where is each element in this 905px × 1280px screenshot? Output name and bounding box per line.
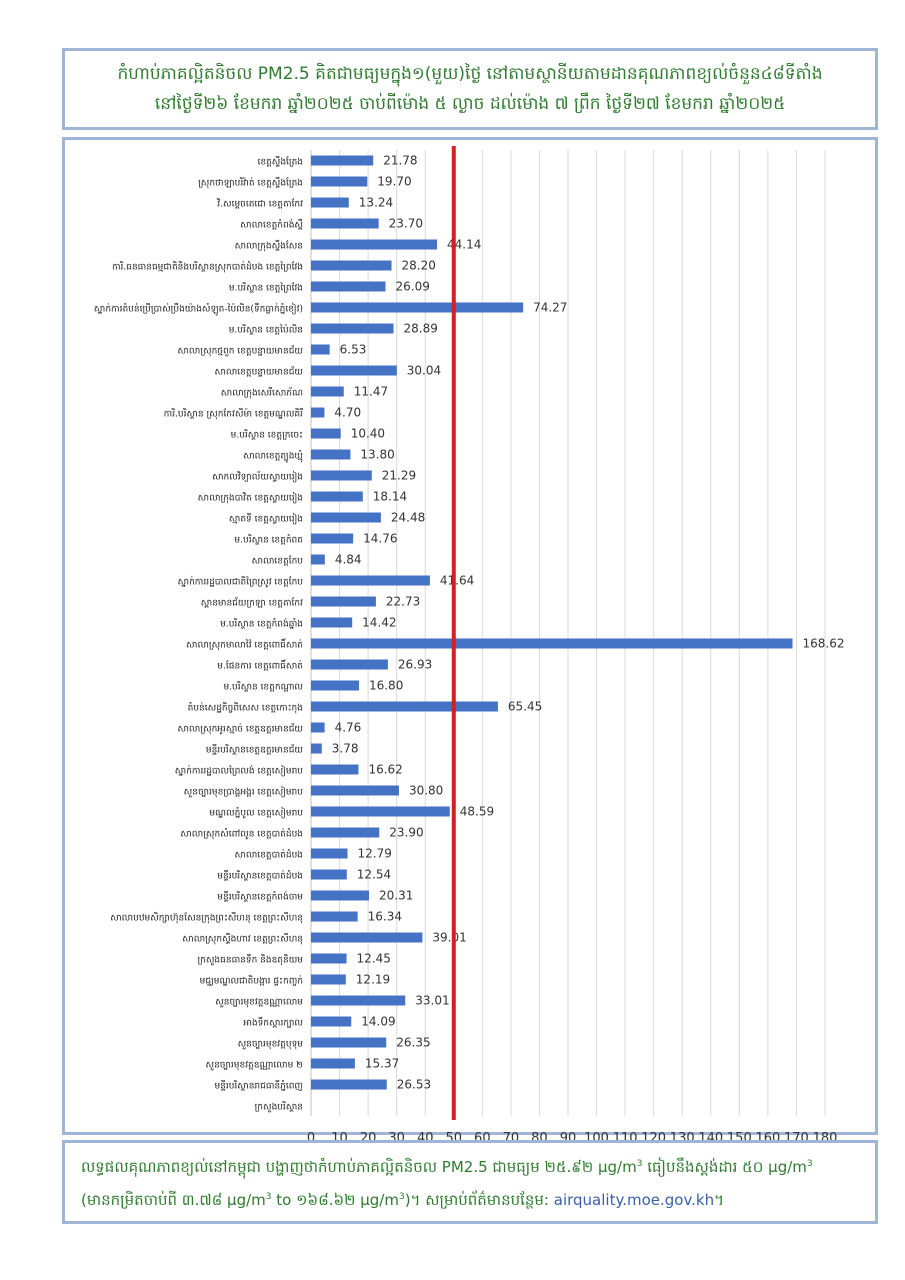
data-label: 28.20 bbox=[401, 258, 436, 273]
bar bbox=[311, 744, 322, 754]
bar bbox=[311, 828, 379, 838]
data-label: 28.89 bbox=[403, 321, 438, 336]
category-label: ម.ផែនការ ខេត្តពោធិ៍សាត់ bbox=[217, 661, 303, 672]
category-label: ស្ពានមានជ័យក្រឡា ខេត្តតាកែវ bbox=[200, 598, 303, 609]
bar bbox=[311, 1080, 387, 1090]
bar bbox=[311, 261, 392, 271]
category-label: ម.បរិស្ថាន ខេត្តក្រចេះ bbox=[230, 430, 303, 441]
category-label: សាលាខេត្តបាត់ដំបង bbox=[234, 850, 303, 861]
category-label: ម.បរិស្ថាន ខេត្តកំពង់ឆ្នាំង bbox=[220, 619, 303, 630]
data-label: 16.34 bbox=[367, 909, 403, 924]
category-label: សួនច្បារមុខវត្តឧណ្ណាលោម ២ bbox=[205, 1060, 303, 1071]
bar-chart bbox=[65, 140, 875, 1146]
bar bbox=[311, 681, 359, 691]
data-label: 14.42 bbox=[362, 615, 397, 630]
header-line-1: កំហាប់ភាគល្អិតនិចល PM2.5 គិតជាមធ្យមក្នុង១(មួយ)ថ្ងៃ នៅតាមស្ថានីយតាមដានគុណភាពខ្យល់ចំនួន៤៨ទីតាំង bbox=[117, 64, 823, 84]
data-label: 12.79 bbox=[357, 846, 392, 861]
category-label: មន្ទីរបរិស្ថានខេត្តឧត្តរមានជ័យ bbox=[205, 745, 303, 756]
header-box bbox=[62, 48, 878, 130]
footer-text-2a: (មានកម្រិតចាប់ពី ៣.៧៨ μg/m bbox=[81, 1191, 266, 1209]
bar bbox=[311, 660, 388, 670]
x-tick-label: 110 bbox=[612, 1131, 638, 1146]
footer-box bbox=[62, 1140, 878, 1224]
category-label: ក្រសួងធនធានទឹក និងឧតុនិយម bbox=[197, 955, 303, 966]
bar bbox=[311, 618, 352, 628]
x-tick-label: 20 bbox=[359, 1131, 377, 1146]
bar bbox=[311, 954, 347, 964]
bar bbox=[311, 303, 523, 313]
data-label: 14.76 bbox=[363, 531, 398, 546]
data-label: 13.80 bbox=[360, 447, 395, 462]
bar bbox=[311, 723, 325, 733]
x-tick-label: 80 bbox=[531, 1131, 548, 1146]
bar bbox=[311, 870, 347, 880]
data-label: 22.73 bbox=[385, 594, 421, 609]
bar bbox=[311, 1038, 386, 1048]
website-link[interactable]: airquality.moe.gov.kh bbox=[553, 1191, 715, 1209]
category-label: សាលាស្រុកសំពៅលូន ខេត្តបាត់ដំបង bbox=[180, 829, 303, 840]
x-tick-label: 50 bbox=[445, 1131, 463, 1146]
category-label: សាលាបឋមសិក្សាហ៊ុនសែនក្រុងព្រះសីហនុ ខេត្តព្រះសីហនុ bbox=[110, 913, 303, 924]
bar bbox=[311, 387, 344, 397]
category-label: តំបន់សេដ្ឋកិច្ចពិសេស ខេត្តកោះកុង bbox=[187, 703, 303, 714]
category-label: មន្ទីរបរិស្ថានខេត្តបាត់ដំបង bbox=[217, 871, 303, 882]
data-label: 74.27 bbox=[533, 300, 568, 315]
bar bbox=[311, 429, 341, 439]
data-label: 21.29 bbox=[381, 468, 417, 483]
data-label: 4.76 bbox=[334, 720, 362, 735]
category-label: សួនច្បារមុខប្រាង្គអង្គរ ខេត្តសៀមរាប bbox=[183, 787, 303, 798]
footer-sup-1b: 3 bbox=[806, 1159, 813, 1169]
data-label: 14.09 bbox=[361, 1014, 396, 1029]
x-tick-label: 100 bbox=[584, 1131, 609, 1146]
x-tick-label: 0 bbox=[306, 1131, 316, 1146]
data-label: 26.35 bbox=[396, 1035, 431, 1050]
footer-sup-2a: 3 bbox=[265, 1192, 272, 1202]
data-label: 11.47 bbox=[353, 384, 389, 399]
data-label: 16.80 bbox=[368, 678, 404, 693]
bar bbox=[311, 471, 372, 481]
data-label: 13.24 bbox=[358, 195, 394, 210]
data-label: 168.62 bbox=[802, 636, 845, 651]
bar bbox=[311, 807, 450, 817]
category-label: សាលាខេត្តកែប bbox=[251, 556, 303, 567]
category-label: ស្នាក់ការរដ្ឋបាលព្រៃលង់ ខេត្តសៀមរាប bbox=[174, 766, 303, 777]
x-tick-label: 180 bbox=[812, 1131, 838, 1146]
x-tick-label: 120 bbox=[641, 1131, 667, 1146]
data-label: 6.53 bbox=[339, 342, 367, 357]
bar bbox=[311, 786, 399, 796]
category-label: សួនច្បារមុខវត្តឧណ្ណាលោម bbox=[215, 997, 303, 1008]
category-label: មន្ទីរបរិស្ថានខេត្តកំពង់ចាម bbox=[217, 892, 303, 903]
data-label: 23.90 bbox=[389, 825, 424, 840]
category-label: សាលាខេត្តកំពង់ស្ពឺ bbox=[240, 220, 303, 231]
bar bbox=[311, 555, 325, 565]
category-label: មណ្ឌលភ្នំបូល ខេត្តសៀមរាប bbox=[209, 808, 303, 819]
footer-text-2b: to ១៦៨.៦២ μg/m bbox=[271, 1191, 399, 1209]
category-label: សាកលវិទ្យាល័យស្វាយរៀង bbox=[212, 472, 303, 483]
bar bbox=[311, 912, 358, 922]
category-label: ស្រុកថាឡាបរិវ៉ាត់ ខេត្តស្ទឹងត្រែង bbox=[198, 178, 303, 189]
bar bbox=[311, 702, 498, 712]
category-label: ម.បរិស្ថាន ខេត្តកំពត bbox=[234, 535, 303, 546]
data-label: 26.09 bbox=[395, 279, 430, 294]
x-tick-label: 130 bbox=[669, 1131, 695, 1146]
x-tick-label: 40 bbox=[416, 1131, 434, 1146]
category-label: ស្មាតទី ខេត្តស្វាយរៀង bbox=[228, 514, 303, 525]
data-label: 44.14 bbox=[447, 237, 482, 252]
category-label: សាលាស្រុកអូរស្មាច់ ខេត្តឧត្តរមានជ័យ bbox=[177, 724, 303, 735]
footer-line-2 bbox=[81, 1182, 875, 1215]
bar bbox=[311, 1059, 355, 1069]
data-label: 12.19 bbox=[355, 972, 391, 987]
footer-sup-2b: 3 bbox=[398, 1192, 405, 1202]
category-label: ម.បរិស្ថាន ខេត្តកណ្តាល bbox=[223, 682, 303, 693]
category-label: សាលាក្រុងស្ទឹងសែន bbox=[234, 241, 303, 252]
data-label: 4.70 bbox=[334, 405, 362, 420]
x-tick-label: 90 bbox=[559, 1131, 577, 1146]
bar bbox=[311, 345, 330, 355]
footer-text-2d: ។ bbox=[714, 1191, 725, 1209]
data-label: 21.78 bbox=[383, 153, 418, 168]
bar bbox=[311, 282, 386, 292]
x-tick-label: 60 bbox=[474, 1131, 491, 1146]
x-tick-label: 150 bbox=[726, 1131, 752, 1146]
bar bbox=[311, 177, 367, 187]
category-label: ខេត្តស្ទឹងត្រែង bbox=[257, 157, 303, 168]
bar bbox=[311, 849, 348, 859]
header-line-2: នៅថ្ងៃទី២៦ ខែមករា ឆ្នាំ២០២៥ ចាប់ពីម៉ោង ៥ ល្ងាច ដល់ម៉ោង ៧ ព្រឹក ថ្ងៃទី២៧ ខែមករា ឆ្នាំ២០២៥ bbox=[154, 94, 786, 114]
footer-text-1b: ធៀបនឹងស្តង់ដារ ៥០ μg/m bbox=[642, 1158, 807, 1176]
data-label: 26.93 bbox=[397, 657, 433, 672]
bar bbox=[311, 933, 422, 943]
bar bbox=[311, 198, 349, 208]
category-label: អាងទឹកស្តារក្បាល bbox=[243, 1018, 303, 1029]
data-label: 20.31 bbox=[378, 888, 414, 903]
data-label: 33.01 bbox=[415, 993, 450, 1008]
category-label: សួនច្បារមុខវត្តបុទុម bbox=[237, 1039, 303, 1050]
bar bbox=[311, 513, 381, 523]
category-label: ម.បរិស្ថាន ខេត្តព្រៃវែង bbox=[228, 283, 303, 294]
category-label: មន្ទីរបរិស្ថានរាជធានីភ្នំពេញ bbox=[214, 1081, 303, 1092]
data-label: 23.70 bbox=[388, 216, 424, 231]
bar bbox=[311, 240, 437, 250]
bar bbox=[311, 639, 793, 649]
bar bbox=[311, 450, 350, 460]
bar bbox=[311, 492, 363, 502]
bar bbox=[311, 219, 379, 229]
category-label: ស្នាក់ការតំបន់ប្រើប្រាស់ប្រឹងយ៉ាងសំឡូត-ប៉ៃលិន(ទឹកធ្លាក់ភ្នំខៀវ) bbox=[93, 304, 303, 315]
category-label: សាលាស្រុកស្ទឹងហាវ ខេត្តព្រះសីហនុ bbox=[182, 934, 303, 945]
bar bbox=[311, 597, 376, 607]
chart-box bbox=[62, 137, 878, 1146]
data-label: 18.14 bbox=[372, 489, 408, 504]
bar bbox=[311, 156, 373, 166]
data-label: 26.53 bbox=[396, 1077, 432, 1092]
x-tick-label: 170 bbox=[784, 1131, 809, 1146]
category-label: វិ.សម្តេចតេជោ ខេត្តតាកែវ bbox=[217, 199, 303, 210]
bar bbox=[311, 408, 324, 418]
footer-line-1 bbox=[81, 1149, 875, 1182]
category-label: ការិ.បរិស្ថាន ស្រុកកែវសីម៉ា ខេត្តមណ្ឌលគិរី bbox=[163, 409, 303, 420]
footer-text-2c: )។ សម្រាប់ព័ត៌មានបន្ថែម: bbox=[404, 1191, 554, 1209]
category-label: សាលាក្រុងបាវិត ខេត្តស្វាយរៀង bbox=[197, 493, 303, 504]
category-label: មជ្ឈមណ្ឌលជាតិបង្ការ ផ្ទះកញ្ចក់ bbox=[199, 976, 303, 987]
data-label: 41.64 bbox=[439, 573, 475, 588]
data-label: 15.37 bbox=[364, 1056, 400, 1071]
data-label: 12.45 bbox=[356, 951, 391, 966]
category-label: ស្នាក់ការរដ្ឋបាលជាតិព្រៃស្រូវ ខេត្តកែប bbox=[177, 577, 303, 588]
category-label: សាលាក្រុងសេរីសោភ័ណ bbox=[220, 388, 303, 399]
category-label: ក្រសួងបរិស្ថាន bbox=[254, 1102, 303, 1113]
bar bbox=[311, 765, 358, 775]
data-label: 39.01 bbox=[432, 930, 467, 945]
data-label: 24.48 bbox=[390, 510, 426, 525]
data-label: 16.62 bbox=[368, 762, 403, 777]
data-label: 10.40 bbox=[350, 426, 386, 441]
footer-text-1a: លទ្ធផលគុណភាពខ្យល់នៅកម្ពុជា បង្ហាញថាកំហាប់ភាគល្អិតនិចល PM2.5 ជាមធ្យម ២៥.៩២ μg/m bbox=[81, 1158, 637, 1176]
category-label: សាលាស្រុកមាលាវ៉ៃ ខេត្តពោធិ៍សាត់ bbox=[186, 640, 303, 651]
data-label: 65.45 bbox=[507, 699, 543, 714]
x-tick-label: 140 bbox=[698, 1131, 724, 1146]
data-label: 48.59 bbox=[459, 804, 495, 819]
x-tick-label: 30 bbox=[388, 1131, 405, 1146]
data-label: 30.80 bbox=[408, 783, 444, 798]
category-label: សាលាខេត្តបន្ទាយមានជ័យ bbox=[214, 367, 303, 378]
data-label: 19.70 bbox=[377, 174, 412, 189]
bar bbox=[311, 891, 369, 901]
category-label: ការិ.ធនធានធម្មជាតិនិងបរិស្ថានស្រុកបាត់ដំបង ខេត្តព្រៃវែង bbox=[111, 262, 303, 273]
bar bbox=[311, 324, 393, 334]
category-label: សាលាស្រុកថ្មពួក ខេត្តបន្ទាយមានជ័យ bbox=[177, 346, 303, 357]
bar bbox=[311, 975, 346, 985]
bar bbox=[311, 576, 430, 586]
bar bbox=[311, 1017, 351, 1027]
x-tick-label: 10 bbox=[331, 1131, 348, 1146]
bar bbox=[311, 366, 397, 376]
footer-sup-1a: 3 bbox=[636, 1159, 643, 1169]
data-label: 3.78 bbox=[331, 741, 359, 756]
category-label: ម.បរិស្ថាន ខេត្តប៉ៃលិន bbox=[228, 325, 303, 336]
data-label: 30.04 bbox=[406, 363, 442, 378]
category-label: សាលាខេត្តត្បូងឃ្មុំ bbox=[243, 451, 303, 462]
data-label: 12.54 bbox=[356, 867, 392, 882]
data-label: 4.84 bbox=[334, 552, 362, 567]
bar bbox=[311, 534, 353, 544]
x-tick-label: 70 bbox=[502, 1131, 520, 1146]
x-tick-label: 160 bbox=[755, 1131, 781, 1146]
bar bbox=[311, 996, 405, 1006]
